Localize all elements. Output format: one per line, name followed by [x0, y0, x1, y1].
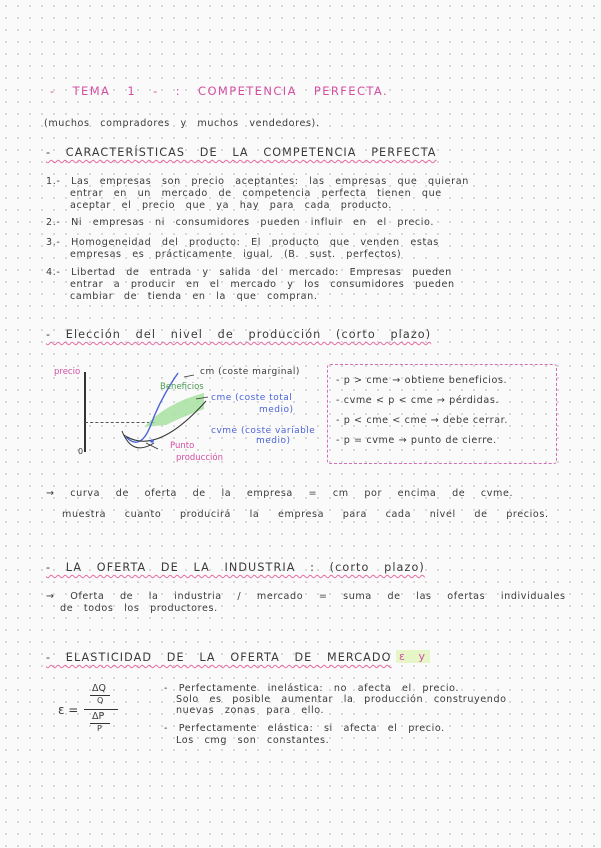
- elastic-line-1: - Perfectamente elástica: si afecta el precio.: [164, 723, 445, 734]
- elasticity-tag: ε y: [396, 650, 430, 663]
- elasticity-heading: - ELASTICIDAD DE LA OFERTA DE MERCADO: [46, 651, 392, 664]
- elastic-line-2: Los cmg son constantes.: [176, 735, 330, 746]
- formula-main-bar: [84, 709, 118, 710]
- characteristics-heading: - CARACTERÍSTICAS DE LA COMPETENCIA PERFECTA: [46, 146, 437, 159]
- characteristic-1-line-2: entrar en un mercado de competencia perfecta tienen que: [70, 188, 442, 199]
- characteristic-4-line-1: 4.- Libertad de entrada y salida del mercado: Empresas pueden: [46, 267, 452, 278]
- production-heading: - Elección del nivel de producción (corto plazo): [46, 328, 432, 341]
- inelastic-line-2: Solo es posible aumentar la producción construyendo: [176, 694, 507, 705]
- formula-delta-q: ΔQ: [92, 683, 106, 694]
- supply-curve-line-1: → curva de oferta de la empresa = cm por encima de cvme.: [46, 488, 514, 499]
- formula-delta-p: ΔP: [92, 711, 105, 722]
- page-title: - TEMA 1 - : COMPETENCIA PERFECTA.: [50, 84, 389, 98]
- shutdown-label-line-1: Punto: [170, 441, 195, 451]
- benefit-label: Beneficios: [160, 382, 204, 392]
- industry-line-1: → Oferta de la industria / mercado = suma de las ofertas individuales: [46, 591, 566, 602]
- cm-label: cm (coste marginal): [200, 367, 300, 377]
- graph-curves: [86, 365, 226, 465]
- profit-conditions-box: [327, 364, 557, 464]
- characteristic-1-line-1: 1.- Las empresas son precio aceptantes: las empresas que quieran: [46, 176, 469, 187]
- graph-origin: 0: [78, 447, 84, 456]
- page-subtitle: (muchos compradores y muchos vendedores).: [44, 118, 320, 129]
- graph-y-axis-label: precio: [54, 367, 81, 377]
- benefit-area: [144, 393, 204, 427]
- characteristic-4-line-3: cambiar de tienda en la que compran.: [70, 291, 318, 302]
- characteristic-3-line-1: 3.- Homogeneidad del producto: El producto que venden estas: [46, 237, 439, 248]
- formula-epsilon: ε =: [58, 703, 79, 717]
- characteristic-4-line-2: entrar a producir en el mercado y los consumidores pueden: [70, 279, 455, 290]
- formula-q: Q: [97, 696, 104, 705]
- condition-3: - p < cme < cme → debe cerrar.: [336, 415, 508, 426]
- cme-label-line-1: cme (coste total: [211, 393, 293, 403]
- formula-p: P: [97, 724, 102, 733]
- cvme-label-line-2: medio): [256, 436, 291, 446]
- characteristic-2-line-1: 2.- Ni empresas ni consumidores pueden influir en el precio.: [46, 217, 434, 228]
- cvme-curve: [122, 431, 154, 448]
- industry-heading: - LA OFERTA DE LA INDUSTRIA : (corto plazo): [46, 561, 425, 574]
- characteristic-3-line-2: empresas es prácticamente igual. (B. sust. perfectos): [70, 249, 402, 260]
- condition-2: - cvme < p < cme → pérdidas.: [336, 395, 500, 406]
- condition-1: - p > cme → obtiene beneficios.: [336, 375, 508, 386]
- cme-label-line-2: medio): [259, 405, 294, 415]
- supply-curve-line-2: muestra cuanto producirá la empresa para cada nivel de precios.: [62, 509, 549, 520]
- characteristic-1-line-3: aceptar el precio que ya hay para cada producto.: [70, 200, 392, 211]
- cvme-label-line-1: cvme (coste variable: [211, 426, 316, 436]
- condition-4: - p = cvme → punto de cierre.: [336, 435, 497, 446]
- inelastic-line-1: - Perfectamente inelástica: no afecta el precio.: [164, 683, 460, 694]
- inelastic-line-3: nuevas zonas para ello.: [176, 705, 325, 716]
- industry-line-2: de todos los productores.: [60, 603, 218, 614]
- shutdown-label-line-2: producción: [176, 453, 223, 463]
